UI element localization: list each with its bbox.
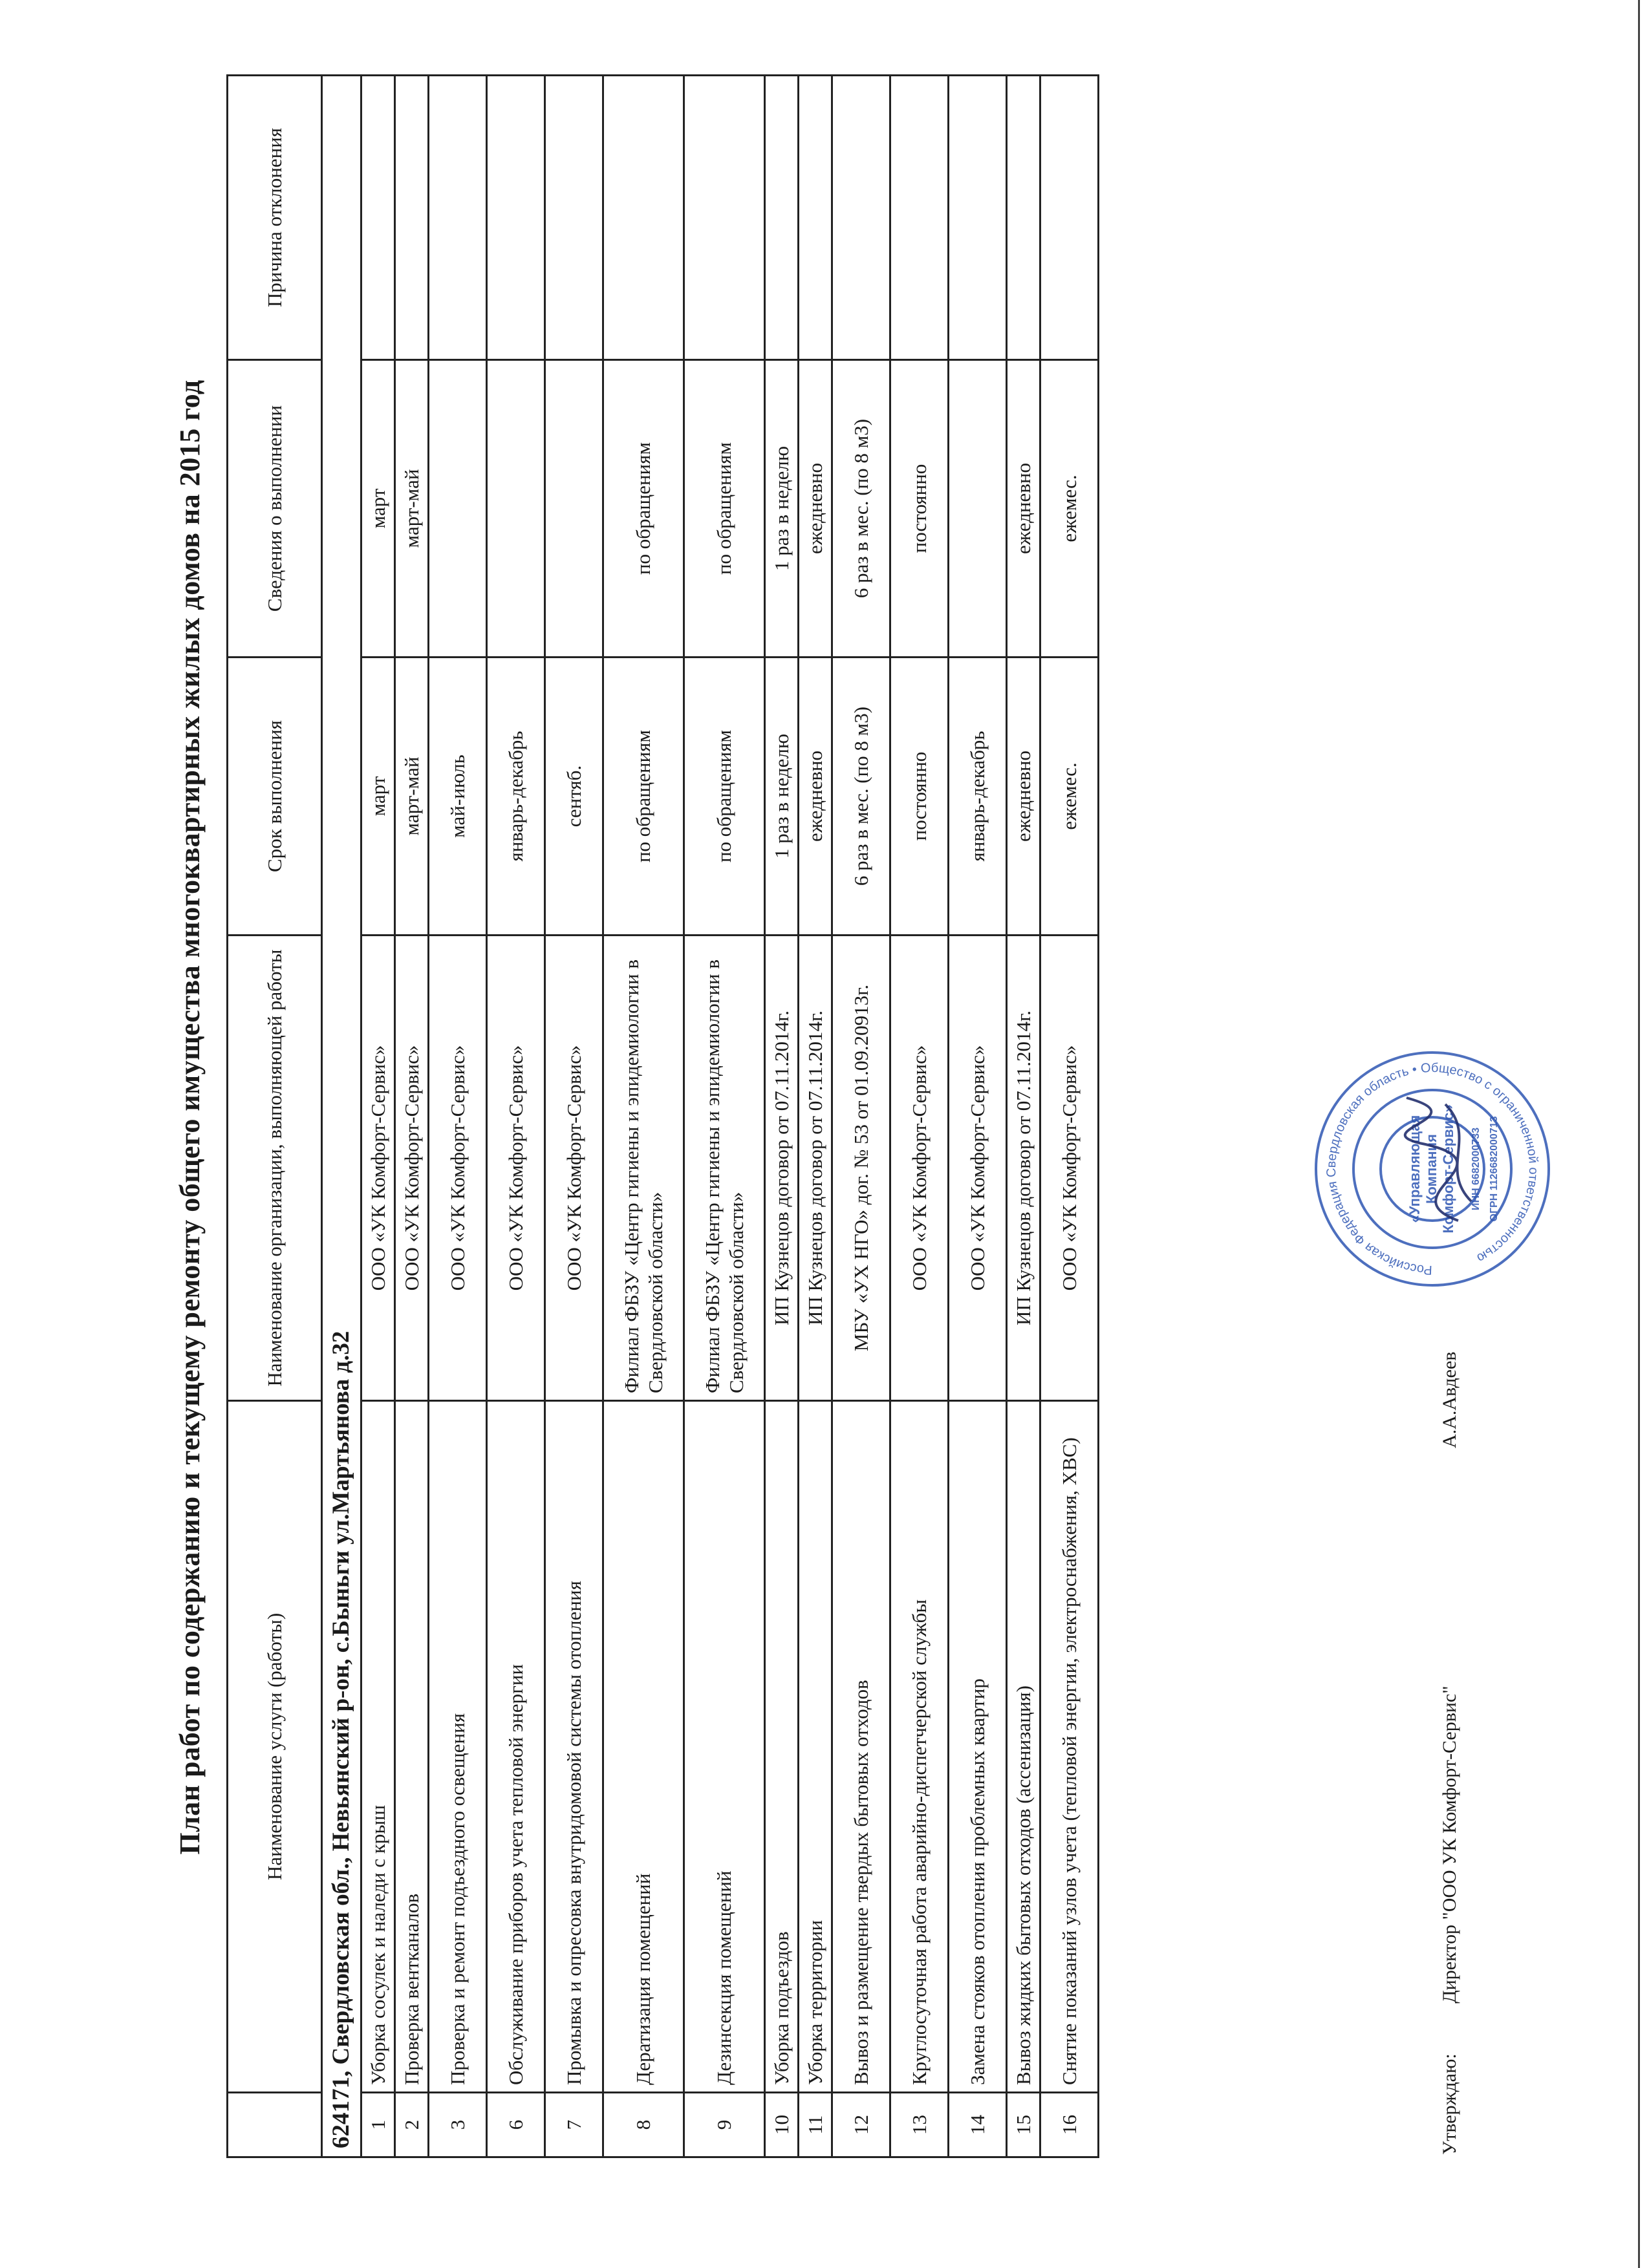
table-row [545, 76, 603, 2157]
completion-info [949, 360, 1007, 658]
service-name: Вывоз и размещение твердых бытовых отходов [832, 1401, 890, 2093]
header-deviation-reason: Причина отклонения [228, 76, 322, 360]
row-number: 8 [603, 2093, 684, 2157]
header-completion: Сведения о выполнении [228, 360, 322, 658]
completion-info [545, 360, 603, 658]
completion-info: постоянно [890, 360, 949, 658]
completion-info [429, 360, 487, 658]
service-name: Круглосуточная работа аварийно-диспетчерской службы [890, 1401, 949, 2093]
table-row [429, 76, 487, 2157]
table-row [1040, 76, 1099, 2157]
table-row [487, 76, 545, 2157]
execution-term: март [361, 658, 395, 936]
row-number: 2 [395, 2093, 429, 2157]
table-row [949, 76, 1007, 2157]
table-row [765, 76, 799, 2157]
service-name: Промывка и опресовка внутридомовой системы отопления [545, 1401, 603, 2093]
table-row [603, 76, 684, 2157]
completion-info: ежедневно [799, 360, 832, 658]
deviation-reason [429, 76, 487, 360]
deviation-reason [765, 76, 799, 360]
service-name: Дератизация помещений [603, 1401, 684, 2093]
deviation-reason [545, 76, 603, 360]
execution-term: ежедневно [799, 658, 832, 936]
row-number: 16 [1040, 2093, 1099, 2157]
approve-label: Утверждаю: [1439, 2053, 1460, 2155]
table-row [832, 76, 890, 2157]
header-organization: Наименование организации, выполняющей работы [228, 936, 322, 1401]
execution-term: ежемес. [1040, 658, 1099, 936]
organization-name: ООО «УК Комфорт-Сервис» [949, 936, 1007, 1401]
deviation-reason [890, 76, 949, 360]
completion-info: март [361, 360, 395, 658]
execution-term: сентяб. [545, 658, 603, 936]
row-number: 14 [949, 2093, 1007, 2157]
completion-info: март-май [395, 360, 429, 658]
director-position: Директор "ООО УК Комфорт-Сервис" [1439, 1685, 1460, 2004]
company-seal-stamp [1310, 1046, 1555, 1292]
seal-outer-text: Российская Федерация Свердловская область • Общество с ограниченной ответственностью [1324, 1060, 1541, 1278]
execution-term: 1 раз в неделю [765, 658, 799, 936]
organization-name: ООО «УК Комфорт-Сервис» [487, 936, 545, 1401]
organization-name: ООО «УК Комфорт-Сервис» [429, 936, 487, 1401]
service-name: Обслуживание приборов учета тепловой энергии [487, 1401, 545, 2093]
deviation-reason [1040, 76, 1099, 360]
header-term: Срок выполнения [228, 658, 322, 936]
execution-term: по обращениям [603, 658, 684, 936]
completion-info: ежедневно [1007, 360, 1040, 658]
approval-block [1439, 1641, 1461, 2155]
table-row [684, 76, 765, 2157]
completion-info: 1 раз в неделю [765, 360, 799, 658]
row-number: 7 [545, 2093, 603, 2157]
service-name: Уборка подъездов [765, 1401, 799, 2093]
deviation-reason [487, 76, 545, 360]
organization-name: ИП Кузнецов договор от 07.11.2014г. [765, 936, 799, 1401]
organization-name: Филиал ФБЗУ «Центр гигиены и эпидемиологии в Свердловской области» [603, 936, 684, 1401]
region-address: 624171, Свердловская обл., Невьянский р-он, с.Быньги ул.Мартьянова д.32 [322, 76, 361, 2157]
row-number: 3 [429, 2093, 487, 2157]
row-number: 6 [487, 2093, 545, 2157]
completion-info: ежемес. [1040, 360, 1099, 658]
execution-term: март-май [395, 658, 429, 936]
document-title: План работ по содержанию и текущему ремонту общего имущества многоквартирных жилых домов на 2015 год [174, 380, 206, 1855]
service-name: Снятие показаний узлов учета (тепловой энергии, электроснабжения, ХВС) [1040, 1401, 1099, 2093]
organization-name: МБУ «УХ НГО» дог. № 53 от 01.09.20913г. [832, 936, 890, 1401]
organization-name: ООО «УК Комфорт-Сервис» [545, 936, 603, 1401]
service-name: Замена стояков отопления проблемных квартир [949, 1401, 1007, 2093]
completion-info: по обращениям [603, 360, 684, 658]
organization-name: ООО «УК Комфорт-Сервис» [395, 936, 429, 1401]
deviation-reason [395, 76, 429, 360]
seal-line-2: Компания [1423, 1133, 1439, 1204]
execution-term: постоянно [890, 658, 949, 936]
organization-name: ИП Кузнецов договор от 07.11.2014г. [799, 936, 832, 1401]
row-number: 15 [1007, 2093, 1040, 2157]
organization-name: ООО «УК Комфорт-Сервис» [361, 936, 395, 1401]
row-number: 12 [832, 2093, 890, 2157]
execution-term: май-июль [429, 658, 487, 936]
deviation-reason [832, 76, 890, 360]
organization-name: ООО «УК Комфорт-Сервис» [1040, 936, 1099, 1401]
deviation-reason [361, 76, 395, 360]
execution-term: январь-декабрь [949, 658, 1007, 936]
row-number: 11 [799, 2093, 832, 2157]
header-number [228, 2093, 322, 2157]
execution-term: ежедневно [1007, 658, 1040, 936]
organization-name: ООО «УК Комфорт-Сервис» [890, 936, 949, 1401]
deviation-reason [1007, 76, 1040, 360]
row-number: 10 [765, 2093, 799, 2157]
table-row [1007, 76, 1040, 2157]
organization-name: Филиал ФБЗУ «Центр гигиены и эпидемиологии в Свердловской области» [684, 936, 765, 1401]
seal-line-1: «Управляющая [1406, 1115, 1423, 1223]
service-name: Проверка вентканалов [395, 1401, 429, 2093]
completion-info [487, 360, 545, 658]
row-number: 1 [361, 2093, 395, 2157]
table-row [799, 76, 832, 2157]
service-name: Вывоз жидких бытовых отходов (ассенизация) [1007, 1401, 1040, 2093]
seal-ogrn: ОГРН 1126682000713 [1489, 1116, 1500, 1222]
row-number: 13 [890, 2093, 949, 2157]
deviation-reason [799, 76, 832, 360]
completion-info: 6 раз в мес. (по 8 м3) [832, 360, 890, 658]
execution-term: 6 раз в мес. (по 8 м3) [832, 658, 890, 936]
completion-info: по обращениям [684, 360, 765, 658]
organization-name: ИП Кузнецов договор от 07.11.2014г. [1007, 936, 1040, 1401]
region-address-row [322, 76, 361, 2157]
table-row [890, 76, 949, 2157]
execution-term: по обращениям [684, 658, 765, 936]
service-name: Уборка территории [799, 1401, 832, 2093]
deviation-reason [603, 76, 684, 360]
director-name: А.А.Авдеев [1439, 1351, 1460, 1448]
table-header-row [228, 76, 322, 2157]
service-name: Дезинсекция помещений [684, 1401, 765, 2093]
seal-line-3: Комфорт-Сервис» [1440, 1104, 1456, 1234]
service-name: Проверка и ремонт подъездного освещения [429, 1401, 487, 2093]
table-row [395, 76, 429, 2157]
row-number: 9 [684, 2093, 765, 2157]
execution-term: январь-декабрь [487, 658, 545, 936]
work-plan-table [226, 74, 1099, 2158]
deviation-reason [949, 76, 1007, 360]
deviation-reason [684, 76, 765, 360]
service-name: Уборка сосулек и наледи с крыш [361, 1401, 395, 2093]
header-service: Наименование услуги (работы) [228, 1401, 322, 2093]
seal-inn: ИНН 6682000733 [1471, 1127, 1482, 1211]
table-row [361, 76, 395, 2157]
